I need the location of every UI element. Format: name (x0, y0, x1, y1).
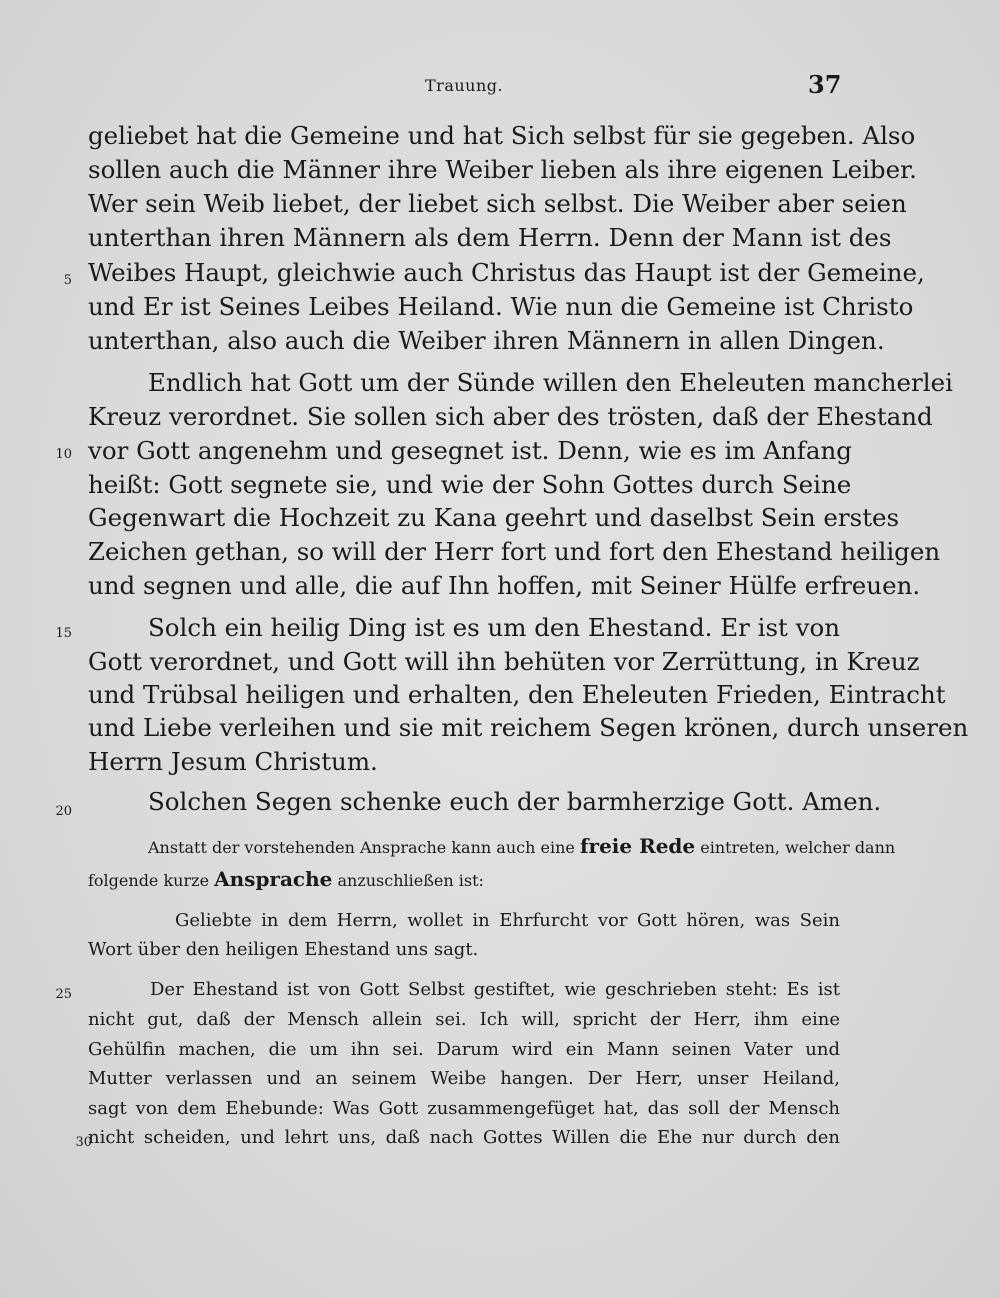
margin-line-number: 10 (55, 447, 72, 462)
address-line: nicht scheiden, und lehrt uns, daß nach Gottes Willen die Ehe nur durch den (88, 1127, 840, 1148)
margin-line-number: 30 (75, 1135, 92, 1150)
margin-line-number: 20 (55, 804, 72, 819)
body-line: Solchen Segen schenke euch der barmherzige Gott. Amen. (148, 787, 882, 816)
rubric-text: folgende kurze (88, 871, 210, 890)
body-line: sollen auch die Männer ihre Weiber lieben als ihre eigenen Leiber. (88, 155, 917, 184)
margin-line-number: 15 (55, 626, 72, 641)
address-line: Der Ehestand ist von Gott Selbst gestiftet, wie geschrieben steht: Es ist (150, 979, 840, 1000)
body-line: Kreuz verordnet. Sie sollen sich aber des trösten, daß der Ehestand (88, 402, 933, 431)
rubric-text: Anstatt der vorstehenden Ansprache kann auch eine (148, 838, 575, 857)
address-line: sagt von dem Ehebunde: Was Gott zusammengefüget hat, das soll der Mensch (88, 1098, 840, 1119)
address-line: Wort über den heiligen Ehestand uns sagt. (88, 939, 479, 960)
rubric-line (148, 831, 896, 861)
body-line: Wer sein Weib liebet, der liebet sich selbst. Die Weiber aber seien (88, 189, 907, 218)
address-line: Geliebte in dem Herrn, wollet in Ehrfurcht vor Gott hören, was Sein (175, 910, 840, 931)
running-head (0, 70, 1000, 100)
body-line: und segnen und alle, die auf Ihn hoffen, mit Seiner Hülfe erfreuen. (88, 571, 921, 600)
page-number: 37 (808, 70, 842, 99)
body-line: Endlich hat Gott um der Sünde willen den Eheleuten mancherlei (148, 368, 953, 397)
rubric-emphasis: freie Rede (579, 834, 696, 858)
body-line: vor Gott angenehm und gesegnet ist. Denn, wie es im Anfang (88, 436, 852, 465)
rubric-emphasis: Ansprache (214, 867, 333, 891)
rubric-text: eintreten, welcher dann (700, 838, 896, 857)
address-line: Gehülfin machen, die um ihn sei. Darum wird ein Mann seinen Vater und (88, 1039, 840, 1060)
body-line: Weibes Haupt, gleichwie auch Christus das Haupt ist der Gemeine, (88, 258, 925, 287)
body-line: unterthan, also auch die Weiber ihren Männern in allen Dingen. (88, 326, 885, 355)
body-line: Herrn Jesum Christum. (88, 747, 378, 776)
body-line: geliebet hat die Gemeine und hat Sich selbst für sie gegeben. Also (88, 121, 916, 150)
body-line: heißt: Gott segnete sie, und wie der Sohn Gottes durch Seine (88, 470, 852, 499)
margin-line-number: 5 (63, 273, 72, 288)
address-line: Mutter verlassen und an seinem Weibe hangen. Der Herr, unser Heiland, (88, 1068, 840, 1089)
body-line: und Er ist Seines Leibes Heiland. Wie nun die Gemeine ist Christo (88, 292, 914, 321)
body-line: Gott verordnet, und Gott will ihn behüten vor Zerrüttung, in Kreuz (88, 647, 920, 676)
body-line: und Liebe verleihen und sie mit reichem Segen krönen, durch unseren (88, 713, 969, 742)
margin-line-number: 25 (55, 987, 72, 1002)
address-line: nicht gut, daß der Mensch allein sei. Ich will, spricht der Herr, ihm eine (88, 1009, 840, 1030)
body-line: unterthan ihren Männern als dem Herrn. Denn der Mann ist des (88, 223, 892, 252)
body-line: Solch ein heilig Ding ist es um den Ehestand. Er ist von (148, 613, 841, 642)
running-head-title: Trauung. (425, 76, 504, 95)
body-line: Gegenwart die Hochzeit zu Kana geehrt und daselbst Sein erstes (88, 503, 900, 532)
body-line: Zeichen gethan, so will der Herr fort und fort den Ehestand heiligen (88, 537, 941, 566)
body-line: und Trübsal heiligen und erhalten, den Eheleuten Frieden, Eintracht (88, 680, 946, 709)
rubric-line (88, 864, 840, 894)
rubric-text: anzuschließen ist: (337, 871, 484, 890)
